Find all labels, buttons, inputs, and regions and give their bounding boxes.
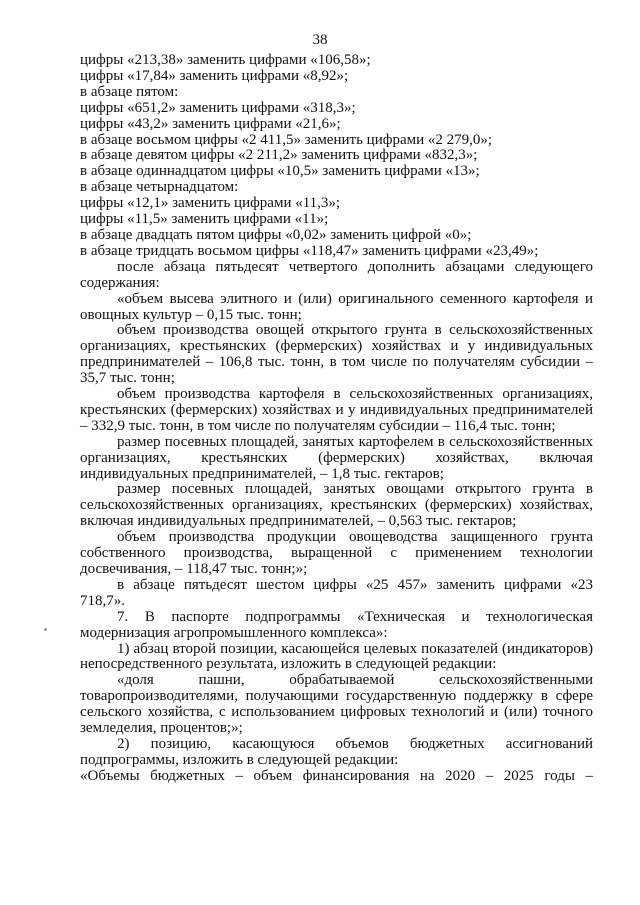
paragraph-10: цифры «12,1» заменить цифрами «11,3»; (80, 195, 341, 212)
paragraph-25: 2) позицию, касающуюся объемов бюджетных ассигнований подпрограммы, изложить в следующей редакции: (80, 735, 593, 768)
paragraph-15: «объем высева элитного и (или) оригинального семенного картофеля и овощных культур – 0,15 тыс. тонн; (80, 290, 593, 323)
paragraph-14: после абзаца пятьдесят четвертого дополнить абзацами следующего содержания: (80, 258, 593, 291)
paragraph-16: объем производства овощей открытого грунта в сельскохозяйственных организациях, крестьянских (фермерских) хозяйствах и у индивидуальных предпринимателей – 106,8 тыс. тонн, в том числе по получателям субсидии – 35,7 тыс. тонн; (80, 322, 593, 387)
paragraph-17: объем производства картофеля в сельскохозяйственных организациях, крестьянских (фермерских) хозяйствах и у индивидуальных предпринимателей – 332,9 тыс. тонн, в том числе по получателям субсидии – 116,4 тыс. тонн; (80, 386, 593, 434)
paragraph-19: размер посевных площадей, занятых овощами открытого грунта в сельскохозяйственных организациях, крестьянских (фермерских) хозяйствах, включая индивидуальных предпринимателей, – 0,563 тыс. гектаров; (80, 481, 593, 530)
paragraph-24: «доля пашни, обрабатываемой сельскохозяйственными товаропроизводителями, получающими государственную поддержку в сфере сельского хозяйства, с использованием цифровых технологий и (или) точного земледелия, процентов;»; (80, 672, 593, 737)
scan-speck (44, 628, 47, 631)
paragraph-22: 7. В паспорте подпрограммы «Техническая и технологическая модернизация агропромышленного комплекса»: (80, 608, 593, 641)
paragraph-2: цифры «17,84» заменить цифрами «8,92»; (80, 67, 349, 84)
page-number: 38 (312, 32, 328, 48)
paragraph-9: в абзаце четырнадцатом: (80, 179, 239, 196)
paragraph-18: размер посевных площадей, занятых картофелем в сельскохозяйственных организациях, крестьянских (фермерских) хозяйствах, включая индивидуальных предпринимателей, – 1,8 тыс. гектаров; (80, 433, 593, 482)
paragraph-13: в абзаце тридцать восьмом цифры «118,47» заменить цифрами «23,49»; (80, 242, 539, 259)
paragraph-12: в абзаце двадцать пятом цифры «0,02» заменить цифрой «0»; (80, 226, 472, 243)
paragraph-5: цифры «43,2» заменить цифрами «21,6»; (80, 115, 341, 132)
paragraph-6: в абзаце восьмом цифры «2 411,5» заменить цифрами «2 279,0»; (80, 131, 493, 148)
paragraph-26: «Объемы бюджетных – объем финансирования на 2020 – 2025 годы – (80, 767, 593, 784)
paragraph-8: в абзаце одиннадцатом цифры «10,5» заменить цифрами «13»; (80, 163, 480, 180)
paragraph-3: в абзаце пятом: (80, 83, 179, 100)
paragraph-4: цифры «651,2» заменить цифрами «318,3»; (80, 99, 356, 116)
paragraph-11: цифры «11,5» заменить цифрами «11»; (80, 211, 329, 228)
paragraph-7: в абзаце девятом цифры «2 211,2» заменить цифрами «832,3»; (80, 147, 478, 164)
document-body (80, 53, 593, 785)
paragraph-20: объем производства продукции овощеводства защищенного грунта собственного производства, выращенной с применением технологии досвечивания, – 118,47 тыс. тонн;»; (80, 529, 593, 577)
paragraph-1: цифры «213,38» заменить цифрами «106,58»; (80, 52, 371, 68)
paragraph-21: в абзаце пятьдесят шестом цифры «25 457» заменить цифрами «23 718,7». (80, 576, 593, 609)
paragraph-23: 1) абзац второй позиции, касающейся целевых показателей (индикаторов) непосредственного результата, изложить в следующей редакции: (80, 640, 593, 673)
